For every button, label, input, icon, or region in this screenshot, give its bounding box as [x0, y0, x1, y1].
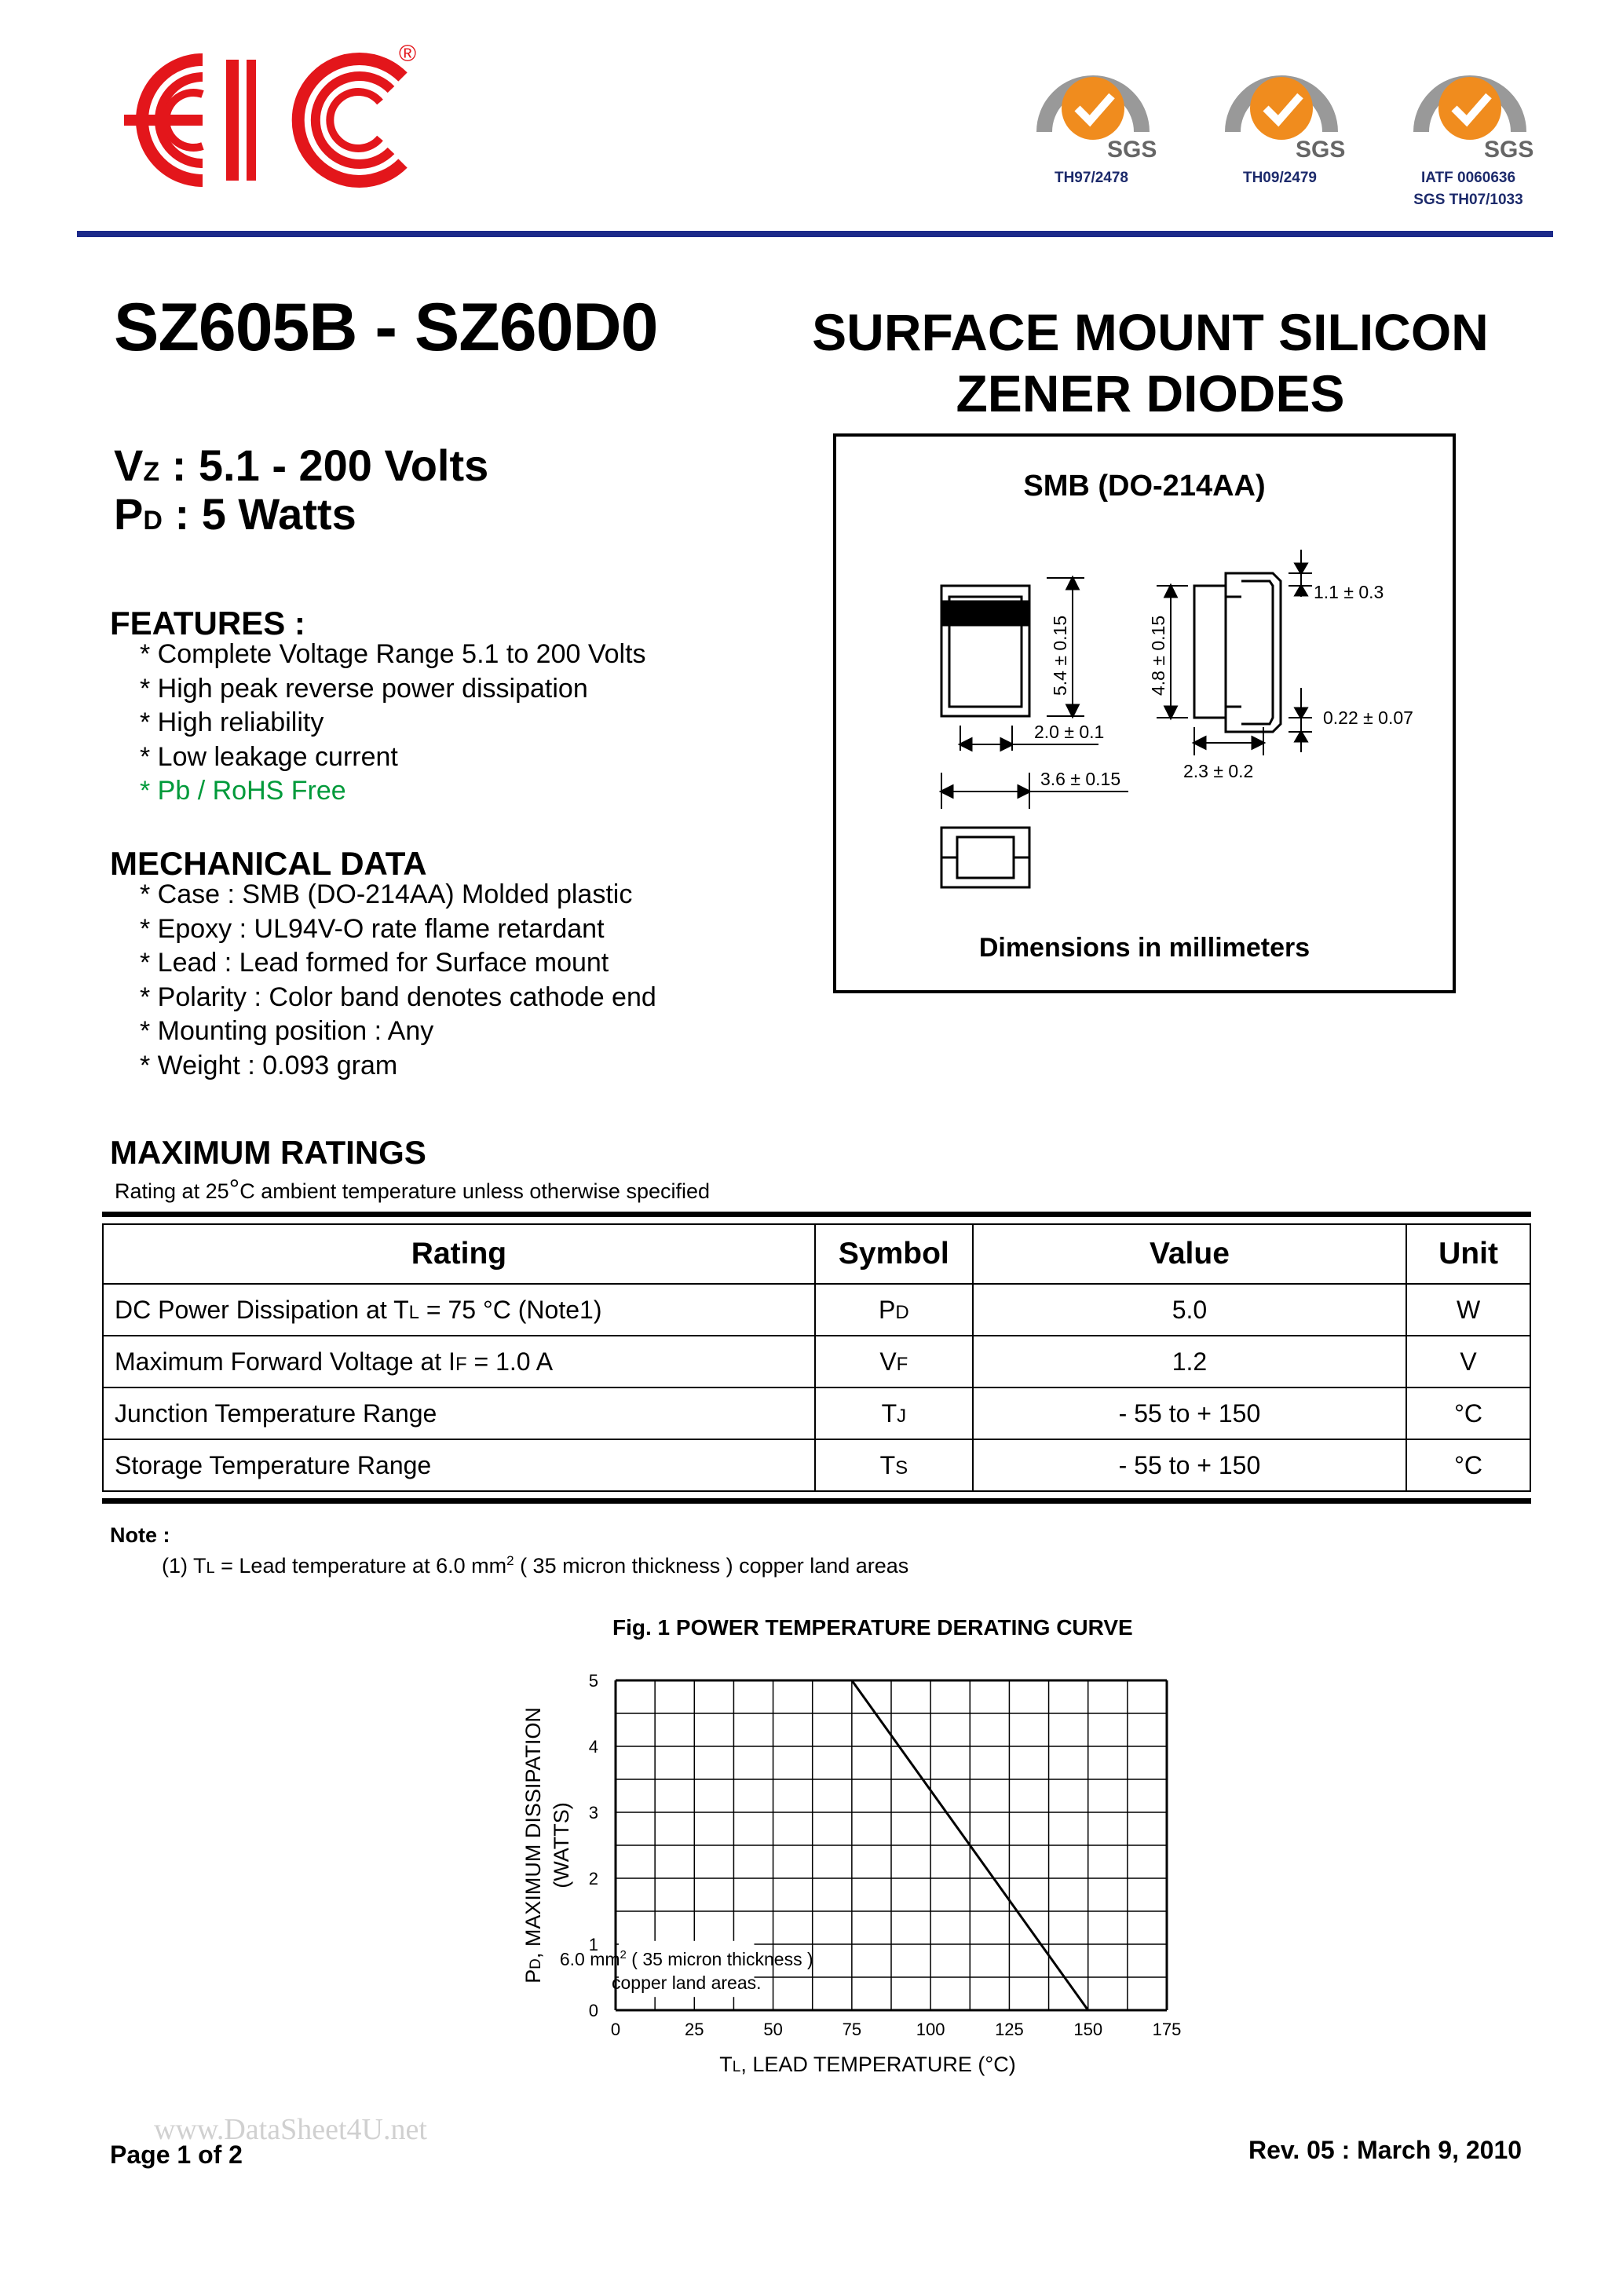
list-item: * Weight : 0.093 gram — [140, 1050, 398, 1080]
sgs-certification-icon — [1390, 38, 1547, 163]
x-tick-label: 125 — [995, 2020, 1024, 2039]
col-header-unit: Unit — [1406, 1224, 1530, 1284]
ratings-condition-note: Rating at 25°C ambient temperature unless otherwise specified — [115, 1175, 711, 1205]
package-title: SMB (DO-214AA) — [1023, 470, 1266, 503]
chart-x-axis-label: TL, LEAD TEMPERATURE (°C) — [719, 2053, 1016, 2076]
y-tick-label: 5 — [588, 1671, 598, 1691]
chart-annotation-line2: copper land areas. — [611, 1972, 762, 1994]
y-tick-label: 2 — [588, 1869, 598, 1888]
y-tick-label: 4 — [588, 1737, 598, 1757]
eic-logo — [85, 38, 430, 203]
list-item: * Lead : Lead formed for Surface mount — [140, 948, 609, 978]
chart-y-axis-label-units: (WATTS) — [550, 1802, 573, 1888]
sgs-certification-icon — [1201, 38, 1358, 163]
cell-value: 1.2 — [973, 1336, 1406, 1387]
col-header-rating: Rating — [103, 1224, 815, 1284]
cell-symbol: PD — [815, 1284, 973, 1336]
svg-text:SGS: SGS — [1107, 137, 1157, 163]
product-title — [773, 302, 1527, 424]
ratings-table — [102, 1212, 1531, 1504]
list-item: * Mounting position : Any — [140, 1016, 434, 1046]
y-tick-label: 1 — [588, 1935, 598, 1954]
svg-text:SGS: SGS — [1296, 137, 1346, 163]
table-row — [103, 1284, 1530, 1336]
cell-value: - 55 to + 150 — [973, 1439, 1406, 1491]
product-title-line1: SURFACE MOUNT SILICON — [812, 303, 1489, 361]
cell-rating: DC Power Dissipation at TL = 75 °C (Note1) — [103, 1284, 815, 1336]
cell-rating: Maximum Forward Voltage at IF = 1.0 A — [103, 1336, 815, 1387]
derating-chart — [487, 1657, 1209, 2097]
x-tick-label: 25 — [685, 2020, 704, 2039]
dim-label: 1.1 ± 0.3 — [1314, 582, 1384, 602]
spec-pd: PD : 5 Watts — [114, 489, 356, 539]
package-dimension-drawing — [833, 550, 1456, 895]
cert-badge-iso9001 — [1013, 38, 1186, 189]
revision-date: Rev. 05 : March 9, 2010 — [1248, 2136, 1522, 2164]
watermark: www.DataSheet4U.net — [154, 2113, 427, 2146]
x-tick-label: 0 — [610, 2020, 621, 2039]
note-item: (1) TL = Lead temperature at 6.0 $mm^2$ ( 35 micron thickness ) copper land areas — [162, 1553, 909, 1578]
list-item: * Polarity : Color band denotes cathode end — [140, 982, 656, 1012]
mechanical-list — [110, 878, 656, 1083]
x-tick-label: 175 — [1152, 2020, 1182, 2039]
sgs-certification-icon — [1013, 38, 1170, 163]
product-title-line2: ZENER DIODES — [956, 364, 1345, 422]
dim-label: 2.3 ± 0.2 — [1183, 761, 1254, 781]
table-row — [103, 1387, 1530, 1439]
part-number-title: SZ605B - SZ60D0 — [114, 290, 658, 365]
cell-value: - 55 to + 150 — [973, 1387, 1406, 1439]
list-item: * Case : SMB (DO-214AA) Molded plastic — [140, 879, 633, 909]
mechanical-heading: MECHANICAL DATA — [110, 845, 427, 882]
dim-label: 0.22 ± 0.07 — [1323, 707, 1413, 728]
header-rule — [77, 231, 1553, 237]
x-tick-label: 75 — [842, 2020, 862, 2039]
cell-value: 5.0 — [973, 1284, 1406, 1336]
list-item: * High reliability — [140, 707, 324, 737]
table-header-row — [103, 1224, 1530, 1284]
cert-code: SGS TH07/1033 — [1413, 192, 1523, 208]
list-item: * Epoxy : UL94V-O rate flame retardant — [140, 913, 605, 944]
spec-vz: VZ : 5.1 - 200 Volts — [114, 441, 489, 490]
cert-code: TH97/2478 — [1054, 170, 1128, 186]
list-item: * Complete Voltage Range 5.1 to 200 Volts — [140, 639, 646, 669]
list-item: * High peak reverse power dissipation — [140, 673, 588, 704]
chart-y-axis-label: PD, MAXIMUM DISSIPATION — [521, 1707, 545, 1983]
cert-code: TH09/2479 — [1242, 170, 1317, 186]
figure-title: Fig. 1 POWER TEMPERATURE DERATING CURVE — [612, 1615, 1133, 1640]
table-bottom-rule — [102, 1498, 1531, 1504]
cell-symbol: VF — [815, 1336, 973, 1387]
table-top-rule — [102, 1212, 1531, 1217]
cell-symbol: TS — [815, 1439, 973, 1491]
cell-rating: Storage Temperature Range — [103, 1439, 815, 1491]
dim-label: 3.6 ± 0.15 — [1040, 769, 1121, 789]
cell-unit: W — [1406, 1284, 1530, 1336]
y-tick-label: 3 — [588, 1803, 598, 1823]
list-item-rohs: * Pb / RoHS Free — [140, 776, 346, 806]
dim-label: 5.4 ± 0.15 — [1050, 615, 1070, 696]
registered-mark: ® — [399, 41, 417, 67]
features-list — [110, 638, 646, 809]
cert-badge-iso14001 — [1201, 38, 1374, 189]
col-header-symbol: Symbol — [815, 1224, 973, 1284]
page-number: Page 1 of 2 — [110, 2141, 243, 2169]
cert-badge-iso16949 — [1390, 38, 1563, 211]
table-row — [103, 1439, 1530, 1491]
chart-annotation-line1: 6.0 $mm^2$ ( 35 micron thickness ) — [559, 1947, 813, 1969]
features-heading: FEATURES : — [110, 605, 305, 642]
dim-label: 4.8 ± 0.15 — [1148, 615, 1168, 696]
col-header-value: Value — [973, 1224, 1406, 1284]
list-item: * Low leakage current — [140, 741, 398, 772]
cell-rating: Junction Temperature Range — [103, 1387, 815, 1439]
x-tick-label: 150 — [1073, 2020, 1103, 2039]
cell-unit: °C — [1406, 1387, 1530, 1439]
dim-label: 2.0 ± 0.1 — [1034, 722, 1105, 742]
x-tick-label: 50 — [763, 2020, 783, 2039]
ratings-heading: MAXIMUM RATINGS — [110, 1134, 426, 1171]
table-row — [103, 1336, 1530, 1387]
cell-unit: V — [1406, 1336, 1530, 1387]
cell-symbol: TJ — [815, 1387, 973, 1439]
note-heading: Note : — [110, 1523, 170, 1547]
y-tick-label: 0 — [588, 2001, 598, 2020]
cert-code: IATF 0060636 — [1420, 170, 1516, 186]
cell-unit: °C — [1406, 1439, 1530, 1491]
x-tick-label: 100 — [916, 2020, 945, 2039]
package-caption: Dimensions in millimeters — [978, 933, 1310, 963]
svg-text:SGS: SGS — [1484, 137, 1534, 163]
chart-annotation — [560, 1941, 813, 1997]
